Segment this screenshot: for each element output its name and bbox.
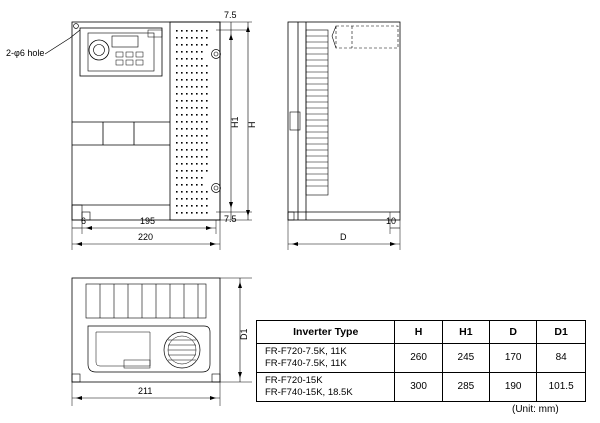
bottom-width-label: 211 [138,386,153,396]
cell-d1: 84 [537,344,586,373]
cell-inverter-type [257,372,395,401]
col-header-type: Inverter Type [257,321,395,344]
cell-h1: 285 [442,372,489,401]
front-left-offset-label: 6 [81,216,87,226]
type-line-1: FR-F720-7.5K, 11K [265,346,347,357]
col-header-d: D [490,321,537,344]
table-header-row [257,321,586,344]
side-front-depth-label: 10 [386,216,397,226]
cell-d: 170 [490,344,537,373]
table-row [257,372,586,401]
side-depth-label: D [340,232,347,242]
front-inner-width-label: 195 [140,216,156,226]
type-line-2: FR-F740-7.5K, 11K [265,357,347,369]
hole-callout-label: 2-φ6 hole [6,48,45,58]
specification-table [256,320,586,402]
col-header-h: H [395,321,442,344]
cell-d: 190 [490,372,537,401]
h1-dimension-label: H1 [230,116,240,128]
col-header-h1: H1 [442,321,489,344]
cell-d1: 101.5 [537,372,586,401]
cell-h: 300 [395,372,442,401]
h-dimension-label: H [247,121,257,128]
type-line-2: FR-F740-15K, 18.5K [265,386,353,398]
unit-note: (Unit: mm) [512,404,559,415]
table-row [257,344,586,373]
d1-dimension-label: D1 [239,328,249,340]
front-bottom-gap-label: 7.5 [224,214,237,224]
front-total-width-label: 220 [138,232,154,242]
cell-inverter-type [257,344,395,373]
type-line-1: FR-F720-15K [265,374,323,386]
cell-h1: 245 [442,344,489,373]
cell-h: 260 [395,344,442,373]
col-header-d1: D1 [537,321,586,344]
front-top-gap-label: 7.5 [224,10,237,20]
